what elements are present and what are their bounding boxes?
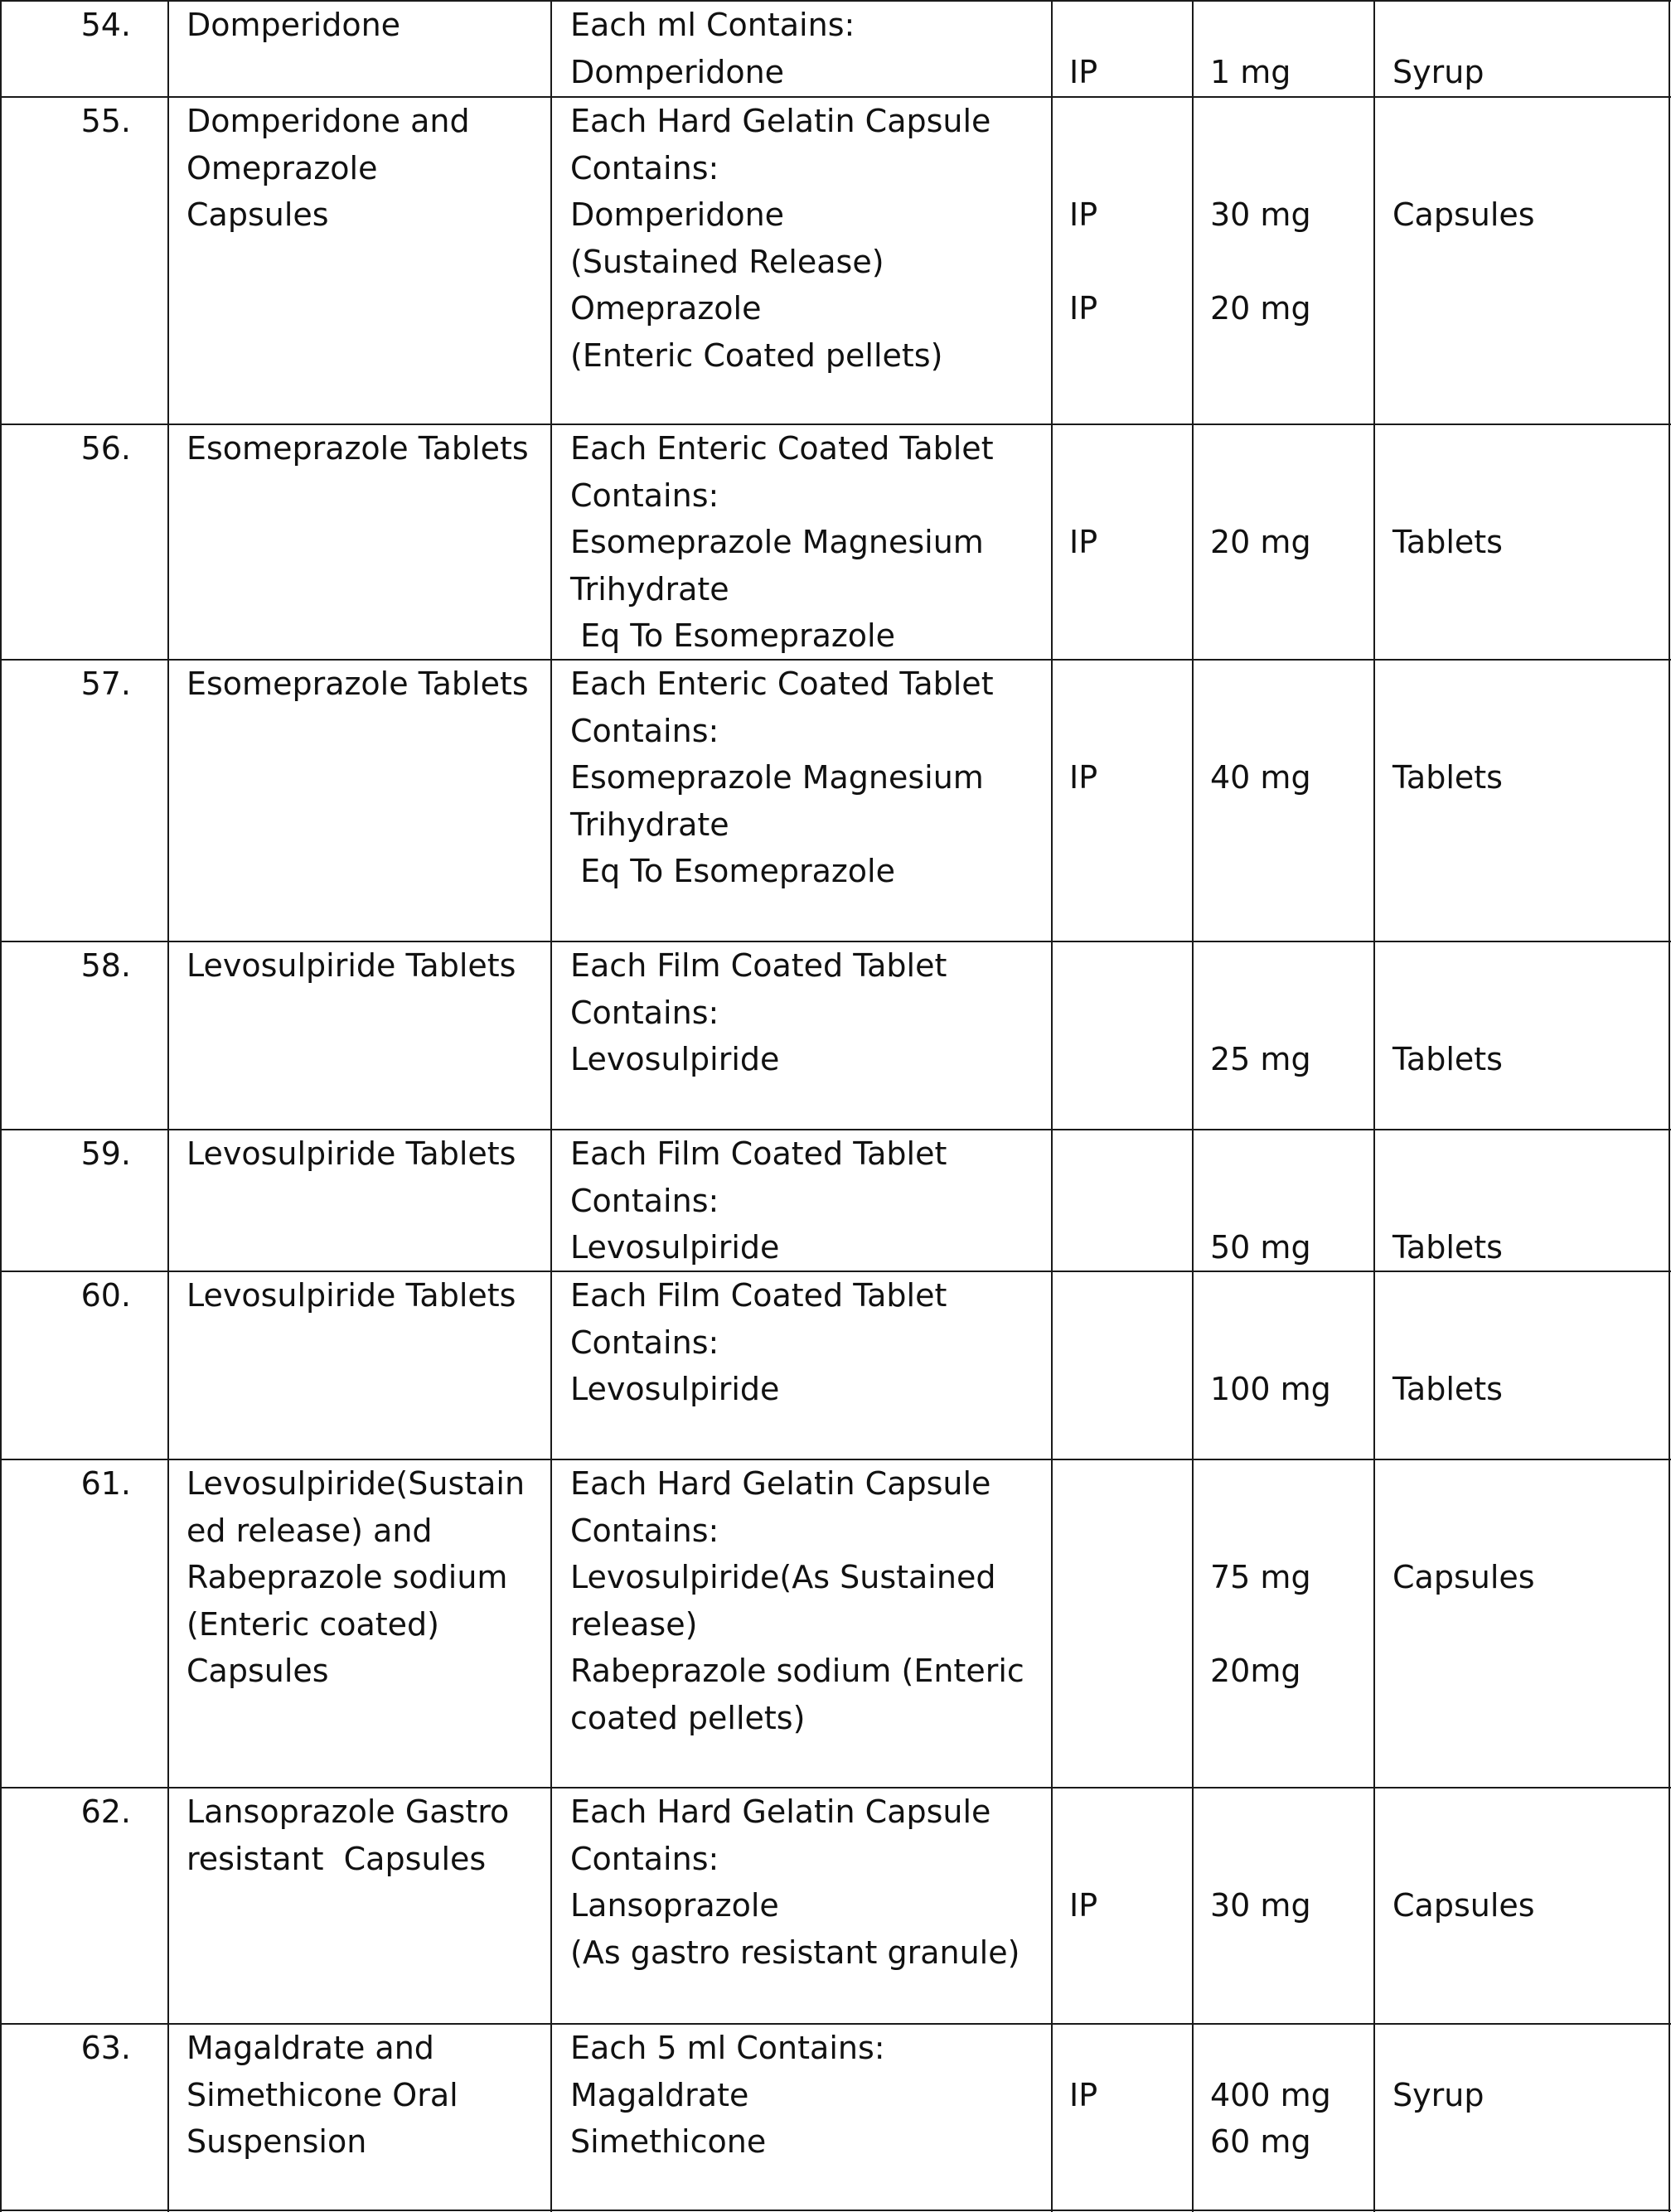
composition-line: Magaldrate (570, 2076, 749, 2113)
composition-line: Contains: (570, 712, 719, 749)
product-name-line: Rabeprazole sodium (186, 1559, 508, 1595)
strength-cell: 30 mg (1210, 196, 1311, 233)
composition-line: Contains: (570, 1182, 719, 1219)
composition-line: Esomeprazole Magnesium (570, 524, 984, 560)
strength-cell: 25 mg (1210, 1041, 1311, 1077)
composition-line: Contains: (570, 477, 719, 514)
composition-line: Domperidone (570, 196, 785, 233)
composition-line: Esomeprazole Magnesium (570, 759, 984, 796)
product-name-line: Levosulpiride Tablets (186, 1135, 516, 1172)
standard-cell: IP (1069, 1887, 1098, 1924)
composition-line: Omeprazole (570, 290, 762, 327)
composition-line: Levosulpiride(As Sustained (570, 1559, 996, 1595)
dosage-form-cell: Tablets (1392, 524, 1503, 560)
composition-line: (As gastro resistant granule) (570, 1934, 1020, 1971)
strength-cell: 20 mg (1210, 524, 1311, 560)
dosage-form-cell: Tablets (1392, 1041, 1503, 1077)
column-border (1192, 0, 1194, 2212)
composition-line: Lansoprazole (570, 1887, 779, 1924)
dosage-form-cell: Syrup (1392, 2076, 1485, 2113)
composition-line: Each Enteric Coated Tablet (570, 666, 994, 702)
composition-line: release) (570, 1605, 698, 1643)
product-name-line: Simethicone Oral (186, 2076, 458, 2113)
column-border (550, 0, 552, 2212)
composition-line: Each Hard Gelatin Capsule (570, 103, 991, 139)
composition-line: Contains: (570, 1840, 719, 1877)
composition-line: Each Film Coated Tablet (570, 947, 947, 984)
serial-number: 62. (80, 1793, 131, 1830)
standard-cell: IP (1069, 290, 1098, 327)
serial-number: 54. (80, 7, 131, 43)
dosage-form-cell: Tablets (1392, 759, 1503, 796)
product-name-line: Esomeprazole Tablets (186, 430, 529, 467)
dosage-form-cell: Capsules (1392, 196, 1535, 233)
strength-cell: 400 mg (1210, 2076, 1331, 2113)
composition-line: Each 5 ml Contains: (570, 2030, 885, 2066)
strength-cell: 60 mg (1210, 2123, 1311, 2160)
product-name-line: Capsules (186, 196, 329, 233)
standard-cell: IP (1069, 53, 1098, 90)
serial-number: 63. (80, 2030, 131, 2066)
column-border (1669, 0, 1670, 2212)
strength-cell: 40 mg (1210, 759, 1311, 796)
composition-line: Eq To Esomeprazole (570, 617, 895, 654)
composition-line: Eq To Esomeprazole (570, 853, 895, 889)
dosage-form-cell: Capsules (1392, 1559, 1535, 1595)
serial-number: 57. (80, 666, 131, 702)
strength-cell: 30 mg (1210, 1887, 1311, 1924)
composition-line: Simethicone (570, 2123, 767, 2160)
product-name-line: Domperidone (186, 7, 401, 43)
composition-line: Contains: (570, 149, 719, 186)
product-name-line: Domperidone and (186, 103, 470, 139)
product-name-line: Esomeprazole Tablets (186, 666, 529, 702)
composition-line: Trihydrate (570, 806, 729, 843)
product-name-line: Omeprazole (186, 149, 378, 186)
standard-cell: IP (1069, 196, 1098, 233)
column-border (1373, 0, 1375, 2212)
serial-number: 56. (80, 430, 131, 467)
strength-cell: 1 mg (1210, 53, 1291, 90)
composition-line: Rabeprazole sodium (Enteric (570, 1653, 1024, 1689)
composition-line: Contains: (570, 994, 719, 1031)
column-border (1051, 0, 1053, 2212)
standard-cell: IP (1069, 524, 1098, 560)
serial-number: 59. (80, 1135, 131, 1172)
product-name-line: Capsules (186, 1653, 329, 1689)
serial-number: 61. (80, 1465, 131, 1502)
strength-cell: 75 mg (1210, 1559, 1311, 1595)
strength-cell: 100 mg (1210, 1371, 1331, 1407)
product-name-line: Levosulpiride Tablets (186, 1277, 516, 1314)
product-name-line: resistant Capsules (186, 1840, 487, 1877)
product-name-line: (Enteric coated) (186, 1605, 440, 1643)
composition-line: Levosulpiride (570, 1229, 780, 1266)
serial-number: 60. (80, 1277, 131, 1314)
product-name-line: Lansoprazole Gastro (186, 1793, 510, 1830)
composition-line: Levosulpiride (570, 1371, 780, 1407)
dosage-form-cell: Tablets (1392, 1371, 1503, 1407)
strength-cell: 20 mg (1210, 290, 1311, 327)
product-name-line: Suspension (186, 2123, 367, 2160)
composition-line: Trihydrate (570, 570, 729, 607)
dosage-form-cell: Capsules (1392, 1887, 1535, 1924)
column-border (167, 0, 169, 2212)
serial-number: 55. (80, 103, 131, 139)
row-border (0, 2210, 1671, 2211)
composition-line: Each Hard Gelatin Capsule (570, 1465, 991, 1502)
column-border (0, 0, 2, 2212)
standard-cell: IP (1069, 2076, 1098, 2113)
composition-line: Domperidone (570, 53, 785, 90)
composition-line: (Enteric Coated pellets) (570, 336, 943, 374)
product-name-line: Levosulpiride(Sustain (186, 1465, 526, 1502)
composition-line: coated pellets) (570, 1699, 806, 1736)
dosage-form-cell: Syrup (1392, 53, 1485, 90)
serial-number: 58. (80, 947, 131, 984)
composition-line: Levosulpiride (570, 1041, 780, 1077)
standard-cell: IP (1069, 759, 1098, 796)
strength-cell: 50 mg (1210, 1229, 1311, 1266)
composition-line: (Sustained Release) (570, 243, 884, 280)
product-name-line: ed release) and (186, 1512, 433, 1549)
product-name-line: Levosulpiride Tablets (186, 947, 516, 984)
composition-line: Each Hard Gelatin Capsule (570, 1793, 991, 1830)
composition-line: Each Film Coated Tablet (570, 1135, 947, 1172)
composition-line: Contains: (570, 1512, 719, 1549)
composition-line: Each ml Contains: (570, 7, 855, 43)
composition-line: Each Film Coated Tablet (570, 1277, 947, 1314)
strength-cell: 20mg (1210, 1653, 1301, 1689)
dosage-form-cell: Tablets (1392, 1229, 1503, 1266)
product-name-line: Magaldrate and (186, 2030, 434, 2066)
composition-line: Each Enteric Coated Tablet (570, 430, 994, 467)
composition-line: Contains: (570, 1324, 719, 1361)
